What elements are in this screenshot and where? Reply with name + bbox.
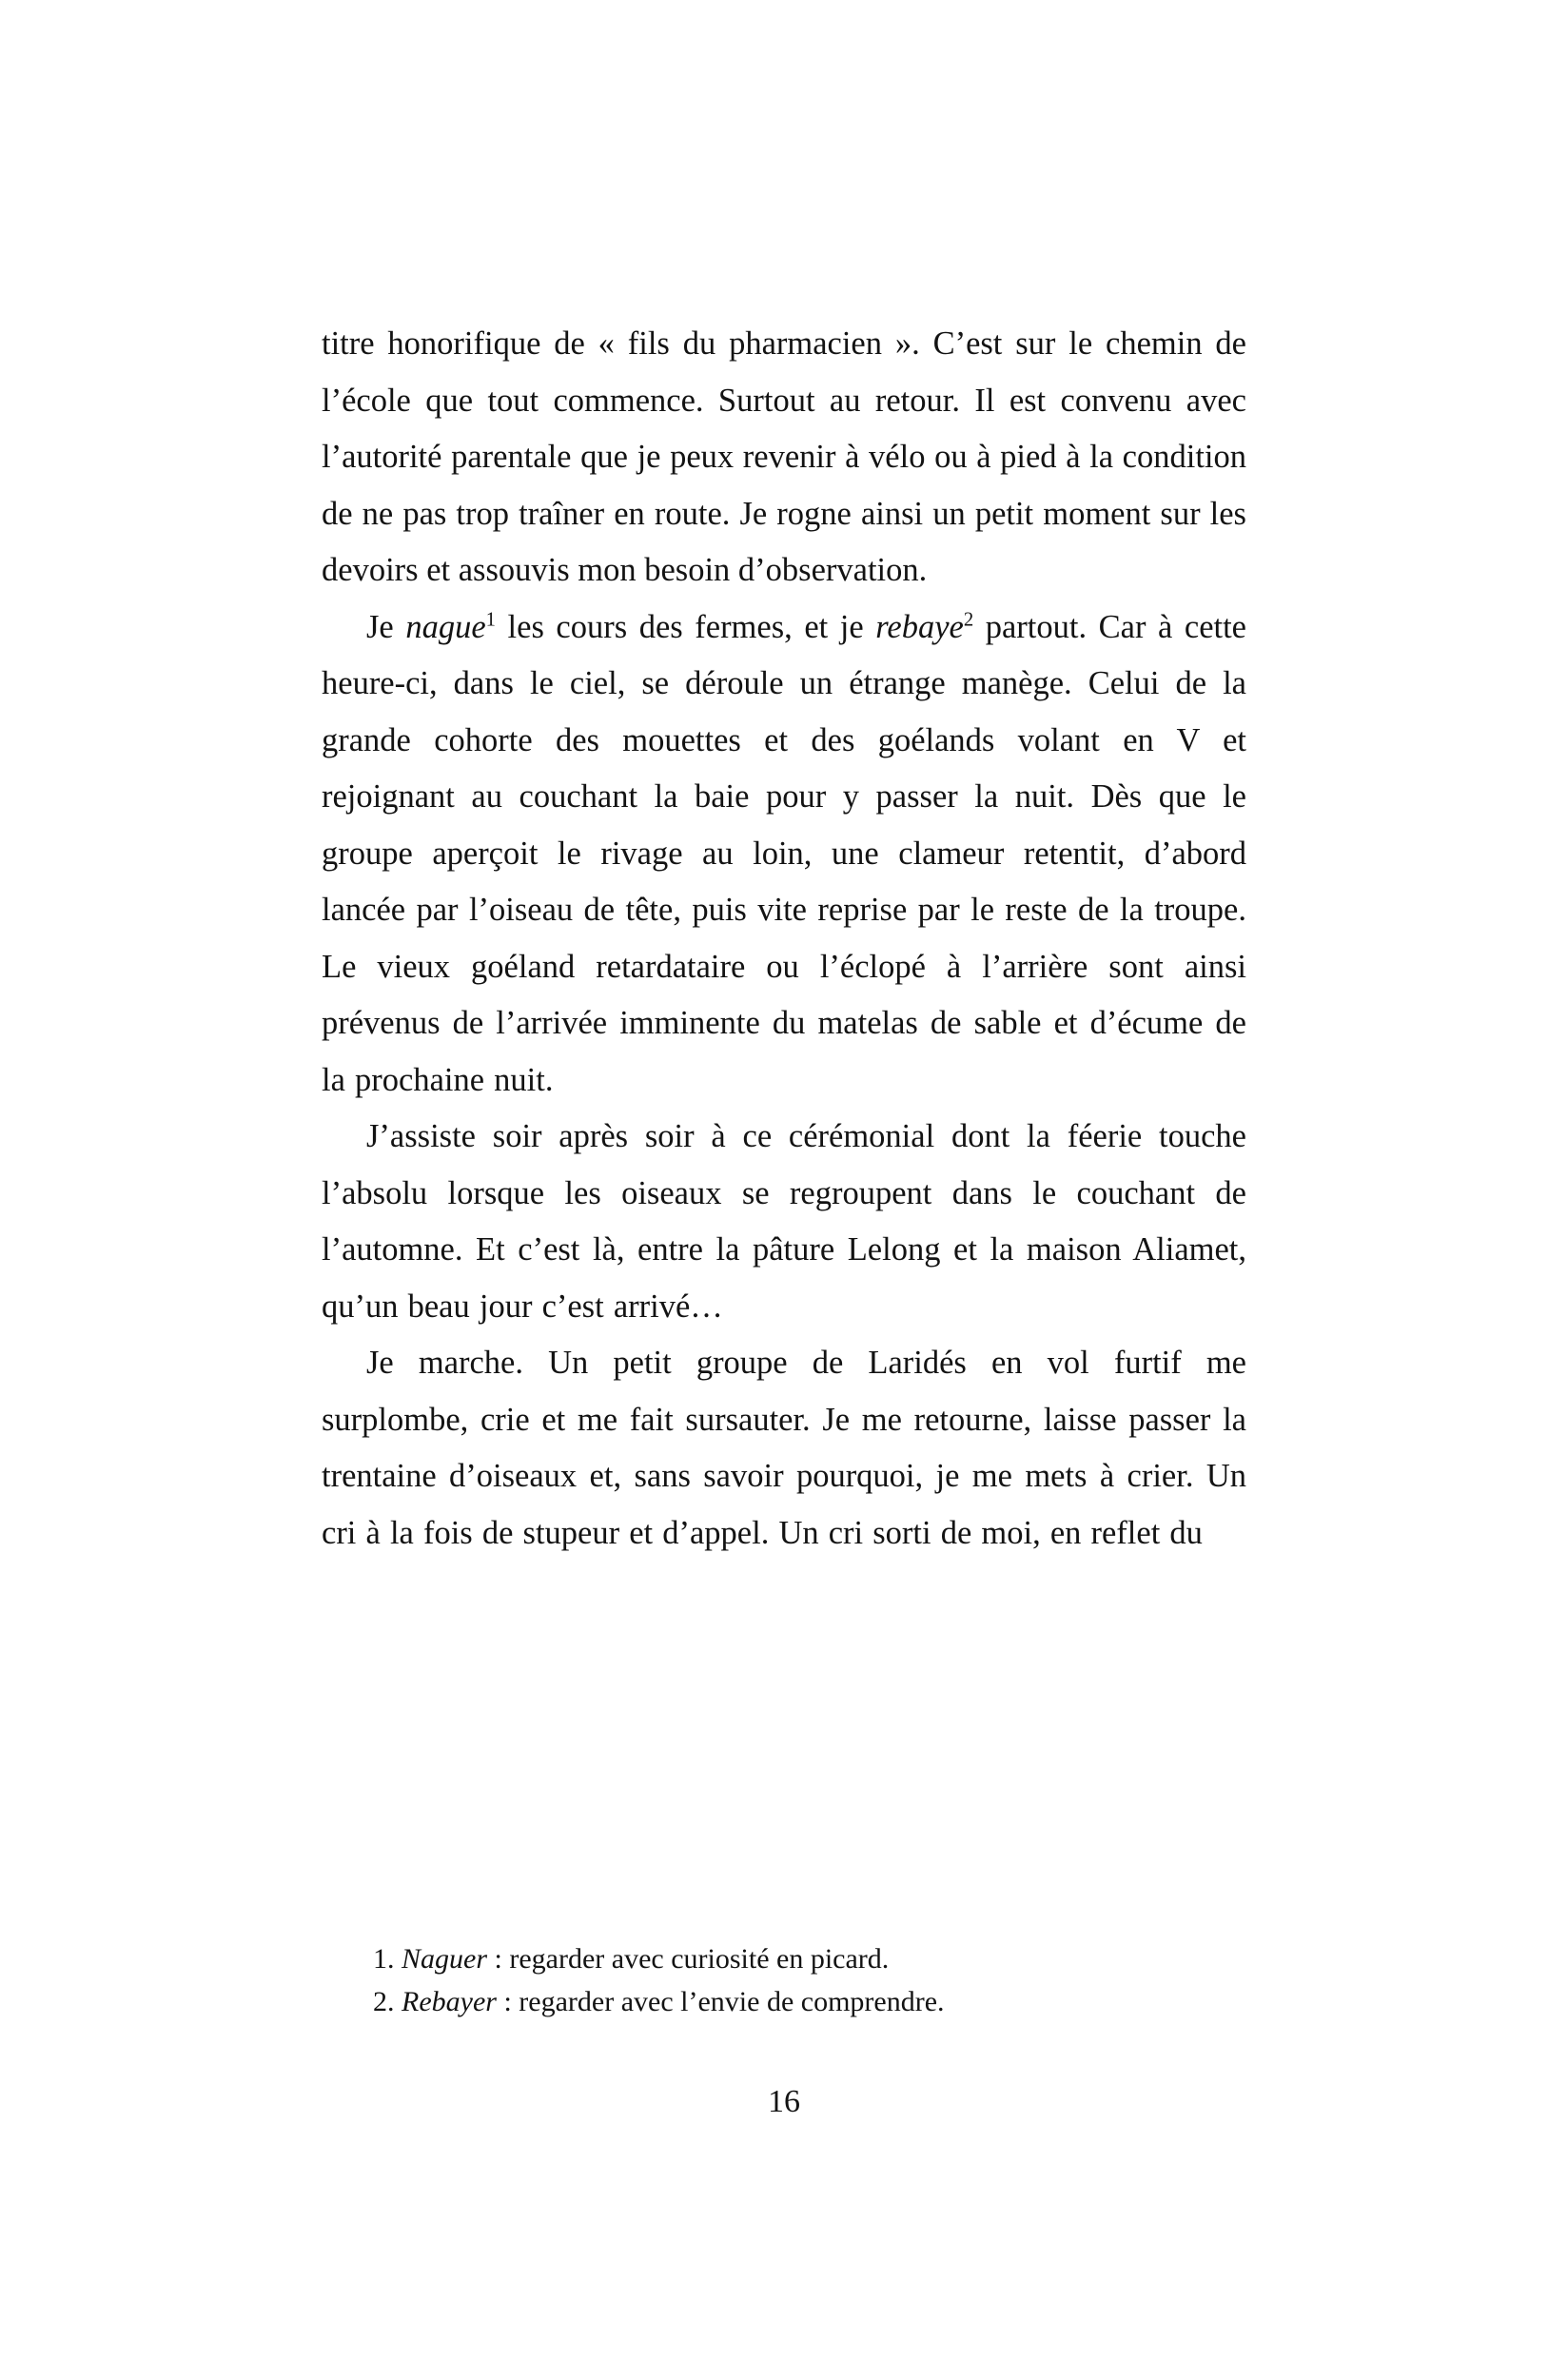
paragraph-4 — [322, 1335, 1246, 1562]
footnote-1-term: Naguer — [402, 1943, 487, 1975]
footnote-1-marker: 1. — [373, 1943, 395, 1975]
body-text-column — [322, 316, 1246, 1562]
paragraph-2-run-1: Je — [366, 608, 406, 645]
footnote-1-separator: : — [487, 1943, 510, 1975]
footnote-1 — [322, 1937, 1246, 1980]
footnote-2 — [322, 1980, 1246, 2023]
footnote-2-definition: regarder avec l’envie de comprendre. — [519, 1986, 945, 2017]
footnote-1-definition: regarder avec curiosité en picard. — [509, 1943, 890, 1975]
paragraph-2-run-3: partout. Car à cette heure-ci, dans le ciel, se déroule un étrange manège. Celui de la grande cohorte des mouettes et des goélands volant en V et rejoignant au couchant la baie pour y passer la nuit. Dès que le groupe aperçoit le rivage au loin, une clameur retentit, d’abord lancée par l’oiseau de tête, puis vite reprise par le reste de la troupe. Le vieux goéland retardataire ou l’éclopé à l’arrière sont ainsi prévenus de l’arrivée imminente du matelas de sable et d’écume de la prochaine nuit. — [322, 608, 1246, 1098]
paragraph-3-text: J’assiste soir après soir à ce cérémonial dont la féerie touche l’absolu lorsque les oiseaux se regroupent dans le couchant de l’automne. Et c’est là, entre la pâture Lelong et la maison Aliamet, qu’un beau jour c’est arrivé… — [322, 1118, 1246, 1325]
footnote-2-separator: : — [496, 1986, 519, 2017]
paragraph-1-text: titre honorifique de « fils du pharmacien ». C’est sur le chemin de l’école que tout commence. Surtout au retour. Il est convenu avec l’autorité parentale que je peux revenir à vélo ou à pied à la condition de ne pas trop traîner en route. Je rogne ainsi un petit moment sur les devoirs et assouvis mon besoin d’observation. — [322, 325, 1246, 588]
paragraph-4-text: Je marche. Un petit groupe de Laridés en vol furtif me surplombe, crie et me fait sursauter. Je me retourne, laisse passer la trentaine d’oiseaux et, sans savoir pourquoi, je me mets à crier. Un cri à la fois de stupeur et d’appel. Un cri sorti de moi, en reflet du — [322, 1345, 1246, 1551]
paragraph-1 — [322, 316, 1246, 600]
paragraph-2 — [322, 600, 1246, 1110]
paragraph-2-run-2: les cours des fermes, et je — [495, 608, 876, 645]
footnote-block — [322, 1937, 1246, 2023]
footnote-2-marker: 2. — [373, 1986, 395, 2017]
term-nague: nague — [405, 608, 486, 645]
footnote-marker-2[interactable]: 2 — [963, 609, 974, 630]
footnote-2-term: Rebayer — [402, 1986, 497, 2017]
footnote-marker-1[interactable]: 1 — [485, 609, 496, 630]
page-number: 16 — [768, 2084, 800, 2119]
term-rebaye: rebaye — [875, 608, 964, 645]
paragraph-3 — [322, 1109, 1246, 1335]
